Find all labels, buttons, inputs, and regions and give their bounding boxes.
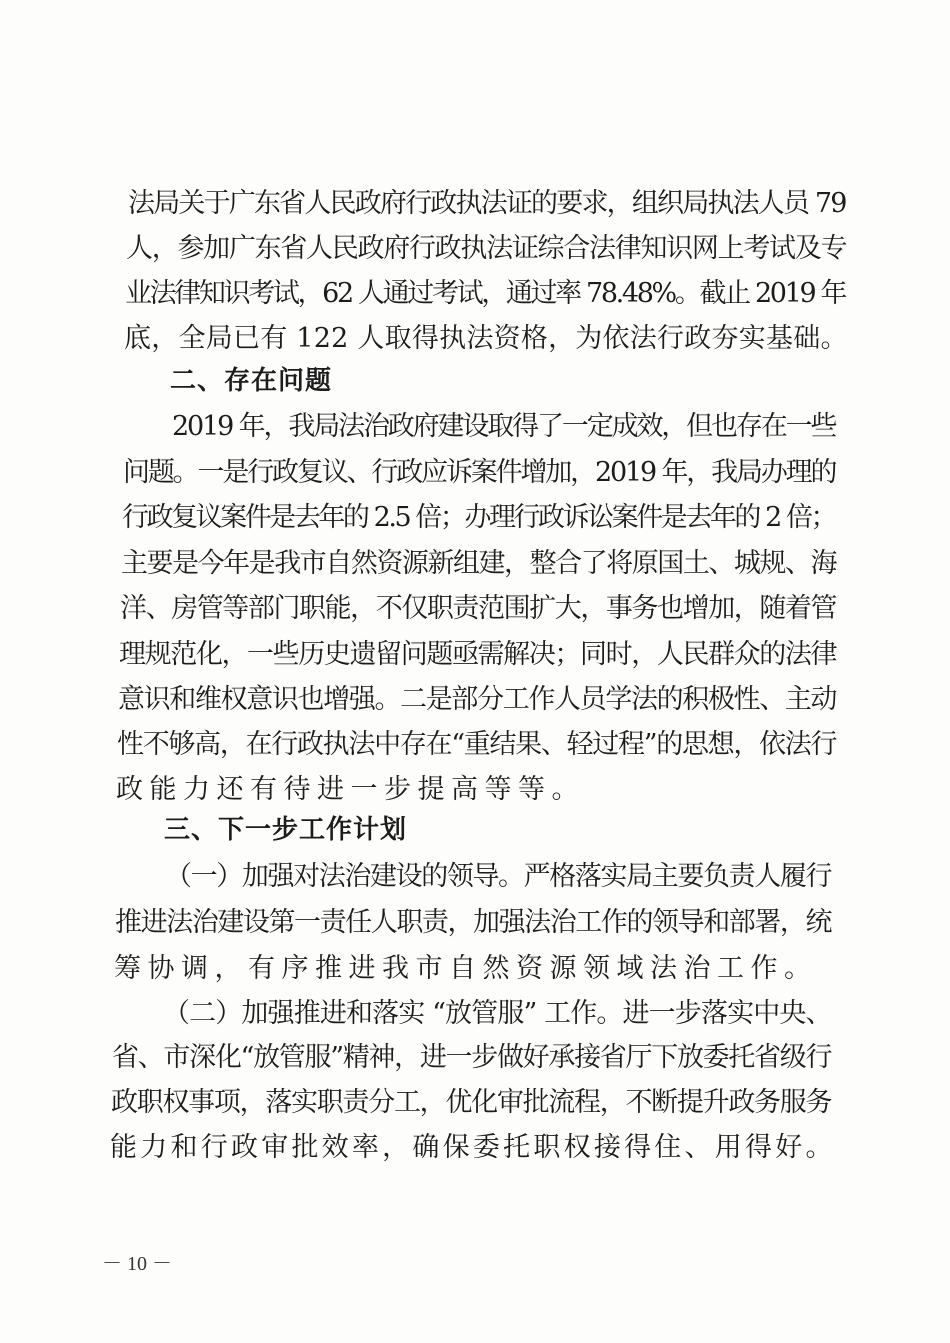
text-line: 理规范化，一些历史遗留问题亟需解决；同时，人民群众的法律 <box>119 639 837 670</box>
text-line: 2019 年，我局法治政府建设取得了一定成效，但也存在一些 <box>172 411 836 442</box>
text-line: （二）加强推进和落实 “放管服” 工作。进一步落实中央、 <box>163 998 832 1029</box>
text-line: 底，全局已有 122 人取得执法资格，为依法行政夯实基础。 <box>124 323 848 354</box>
section-heading-problems: 二、存在问题 <box>170 366 333 396</box>
text-line: 业法律知识考试，62 人通过考试，通过率 78.48%。截止 2019 年 <box>125 278 846 309</box>
text-line: 洋、房管等部门职能，不仅职责范围扩大，事务也增加，随着管 <box>120 593 837 624</box>
text-line: 主要是今年是我市自然资源新组建，整合了将原国土、城规、海 <box>121 548 837 579</box>
text-line: 法局关于广东省人民政府行政执法证的要求，组织局执法人员 79 <box>128 188 846 219</box>
text-line: 政职权事项，落实职责分工，优化审批流程，不断提升政务服务 <box>111 1087 832 1118</box>
text-line: 行政复议案件是去年的 2.5 倍；办理行政诉讼案件是去年的 2 倍； <box>122 502 836 533</box>
text-line: 省、市深化“放管服”精神，进一步做好承接省厅下放委托省级行 <box>112 1042 832 1073</box>
text-line: 性不够高，在行政执法中存在“重结果、轻过程”的思想，依法行 <box>117 729 837 760</box>
text-line: 推进法治建设第一责任人职责，加强法治工作的领导和部署，统 <box>115 907 832 938</box>
page-number: － 10 － <box>102 1253 172 1275</box>
text-line: 政能力还有待进一步提高等等。 <box>116 774 585 805</box>
text-line: 能力和行政审批效率，确保委托职权接得住、用得好。 <box>110 1132 836 1163</box>
section-heading-next-steps: 三、下一步工作计划 <box>164 815 408 845</box>
text-line: （一）加强对法治建设的领导。严格落实局主要负责人履行 <box>165 861 832 892</box>
text-line: 问题。一是行政复议、行政应诉案件增加，2019 年，我局办理的 <box>123 457 836 488</box>
text-line: 意识和维权意识也增强。二是部分工作人员学法的积极性、主动 <box>118 684 837 715</box>
text-line: 人，参加广东省人民政府行政执法证综合法律知识网上考试及专 <box>126 233 847 264</box>
text-line: 筹协调，有序推进我市自然资源领域法治工作。 <box>114 953 818 984</box>
